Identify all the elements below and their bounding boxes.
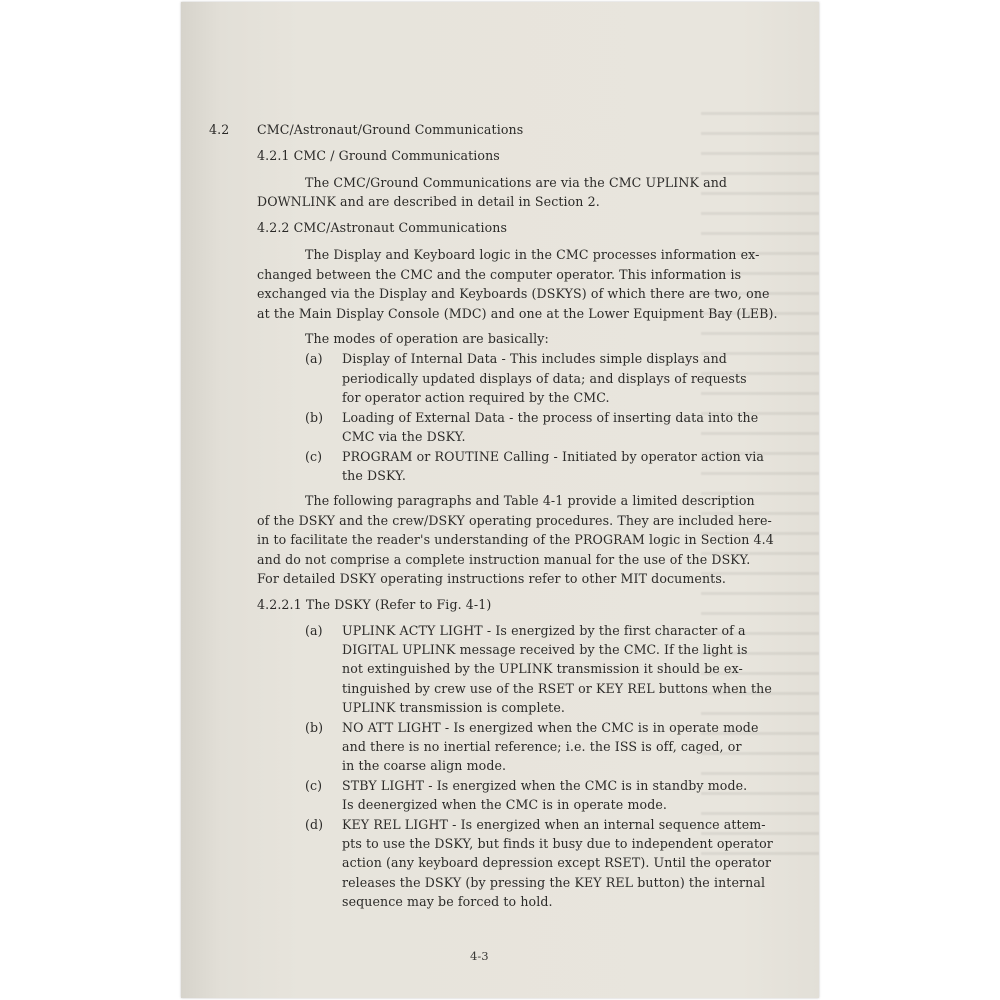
list-line: sequence may be forced to hold.	[342, 894, 553, 909]
list-line: STBY LIGHT - Is energized when the CMC is in standby mode.	[342, 778, 748, 793]
list-line: action (any keyboard depression except RSET). Until the operator	[342, 855, 772, 870]
list-label: (d)	[305, 817, 324, 832]
body-line: changed between the CMC and the computer operator. This information is	[257, 267, 742, 282]
list-line: the DSKY.	[342, 468, 407, 483]
page-number: 4-3	[470, 949, 489, 963]
body-line: in to facilitate the reader's understanding of the PROGRAM logic in Section 4.4	[257, 532, 774, 547]
body-line: For detailed DSKY operating instructions refer to other MIT documents.	[257, 571, 727, 586]
body-line: and do not comprise a complete instruction manual for the use of the DSKY.	[257, 552, 751, 567]
subsection-heading: 4.2.1 CMC / Ground Communications	[257, 148, 500, 163]
subsection-heading: 4.2.2.1 The DSKY (Refer to Fig. 4-1)	[257, 597, 492, 612]
list-label: (b)	[305, 720, 324, 735]
list-line: PROGRAM or ROUTINE Calling - Initiated by operator action via	[342, 449, 764, 464]
list-line: UPLINK transmission is complete.	[342, 700, 565, 715]
page-text	[181, 2, 819, 998]
list-line: UPLINK ACTY LIGHT - Is energized by the first character of a	[342, 623, 746, 638]
section-title: CMC/Astronaut/Ground Communications	[257, 122, 524, 137]
list-line: not extinguished by the UPLINK transmission it should be ex-	[342, 661, 743, 676]
subsection-heading: 4.2.2 CMC/Astronaut Communications	[257, 220, 508, 235]
modes-intro: The modes of operation are basically:	[305, 331, 549, 346]
list-line: pts to use the DSKY, but finds it busy due to independent operator	[342, 836, 773, 851]
body-line: exchanged via the Display and Keyboards (DSKYS) of which there are two, one	[257, 286, 770, 301]
body-line: DOWNLINK and are described in detail in Section 2.	[257, 194, 600, 209]
list-line: Display of Internal Data - This includes simple displays and	[342, 351, 727, 366]
body-line: The following paragraphs and Table 4-1 provide a limited description	[305, 493, 755, 508]
list-line: Is deenergized when the CMC is in operate mode.	[342, 797, 668, 812]
list-label: (b)	[305, 410, 324, 425]
body-line: The CMC/Ground Communications are via the CMC UPLINK and	[305, 175, 728, 190]
list-line: and there is no inertial reference; i.e. the ISS is off, caged, or	[342, 739, 742, 754]
list-line: periodically updated displays of data; and displays of requests	[342, 371, 747, 386]
list-line: CMC via the DSKY.	[342, 429, 466, 444]
body-line: at the Main Display Console (MDC) and one at the Lower Equipment Bay (LEB).	[257, 306, 778, 321]
list-label: (a)	[305, 351, 323, 366]
list-label: (c)	[305, 778, 323, 793]
list-line: NO ATT LIGHT - Is energized when the CMC is in operate mode	[342, 720, 759, 735]
list-line: for operator action required by the CMC.	[342, 390, 610, 405]
document-page	[181, 2, 819, 998]
list-line: Loading of External Data - the process of inserting data into the	[342, 410, 759, 425]
list-line: KEY REL LIGHT - Is energized when an internal sequence attem-	[342, 817, 766, 832]
list-line: in the coarse align mode.	[342, 758, 507, 773]
list-label: (c)	[305, 449, 323, 464]
list-line: DIGITAL UPLINK message received by the CMC. If the light is	[342, 642, 748, 657]
list-line: releases the DSKY (by pressing the KEY REL button) the internal	[342, 875, 766, 890]
list-line: tinguished by crew use of the RSET or KEY REL buttons when the	[342, 681, 772, 696]
list-label: (a)	[305, 623, 323, 638]
body-line: The Display and Keyboard logic in the CMC processes information ex-	[305, 247, 760, 262]
section-number: 4.2	[209, 122, 230, 137]
body-line: of the DSKY and the crew/DSKY operating procedures. They are included here-	[257, 513, 772, 528]
